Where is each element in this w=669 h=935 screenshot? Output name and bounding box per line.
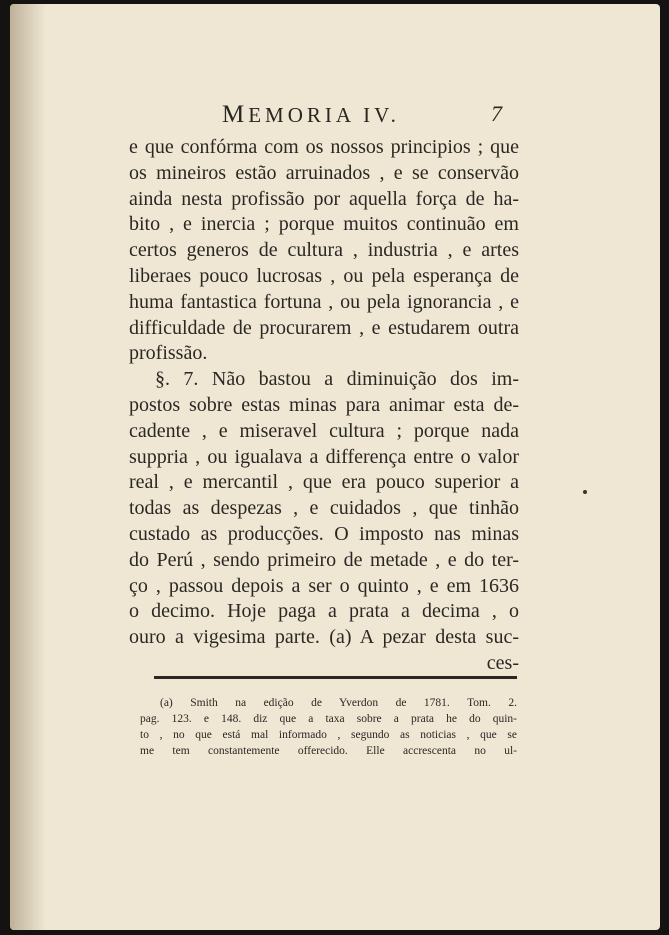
text-line: e que confórma com os nossos principios ; que xyxy=(129,136,519,158)
running-title-initial: M xyxy=(222,101,249,128)
section-heading-line: §. 7. Não bastou a diminuição dos im- xyxy=(155,368,519,391)
text-line: do Perú , sendo primeiro de metade , e do ter- xyxy=(129,548,519,571)
catchword: ces- xyxy=(486,651,519,674)
text-line: bito , e inercia ; porque muitos continuão em xyxy=(129,213,519,236)
running-title xyxy=(222,101,400,129)
text-line: o decimo. Hoje paga a prata a decima , o xyxy=(129,600,519,623)
footnote-rule xyxy=(154,676,517,679)
text-line: cadente , e miseravel cultura ; porque nada xyxy=(129,419,519,442)
text-line: real , e mercantil , que era pouco superior a xyxy=(129,471,519,494)
ink-speck xyxy=(583,490,587,494)
running-title-rest: EMORIA IV. xyxy=(248,103,400,127)
text-line: certos generos de cultura , industria , e artes xyxy=(129,239,519,262)
main-text xyxy=(129,135,519,677)
text-line: custado as producções. O imposto nas minas xyxy=(129,522,519,545)
footnote xyxy=(140,695,517,759)
book-page xyxy=(10,4,660,930)
footnote-line: me tem constantemente offerecido. Elle accrescenta no ul- xyxy=(140,745,517,757)
footnote-line: (a) Smith na edição de Yverdon de 1781. Tom. 2. xyxy=(160,697,517,709)
page-number: 7 xyxy=(491,101,502,126)
text-line: liberaes pouco lucrosas , ou pela esperança de xyxy=(129,264,519,287)
text-line: profissão. xyxy=(129,342,208,365)
text-line: todas as despezas , e cuidados , que tinhão xyxy=(129,497,519,520)
text-line: ainda nesta profissão por aquella força de ha- xyxy=(129,187,519,210)
text-line: huma fantastica fortuna , ou pela ignorancia , e xyxy=(129,290,519,313)
text-line: postos sobre estas minas para animar esta de- xyxy=(129,393,519,416)
text-line: suppria , ou igualava a differença entre o valor xyxy=(129,445,519,468)
text-line: difficuldade de procurarem , e estudarem outra xyxy=(129,316,519,339)
text-line: ouro a vigesima parte. (a) A pezar desta suc- xyxy=(129,626,519,649)
page-gutter xyxy=(10,4,46,930)
footnote-line: pag. 123. e 148. diz que a taxa sobre a prata he do quin- xyxy=(140,713,517,725)
running-header xyxy=(222,101,502,131)
text-line: os mineiros estão arruinados , e se conservão xyxy=(129,161,519,184)
footnote-line: to , no que está mal informado , segundo as noticias , que se xyxy=(140,729,517,741)
text-line: ço , passou depois a ser o quinto , e em 1636 xyxy=(129,574,519,597)
